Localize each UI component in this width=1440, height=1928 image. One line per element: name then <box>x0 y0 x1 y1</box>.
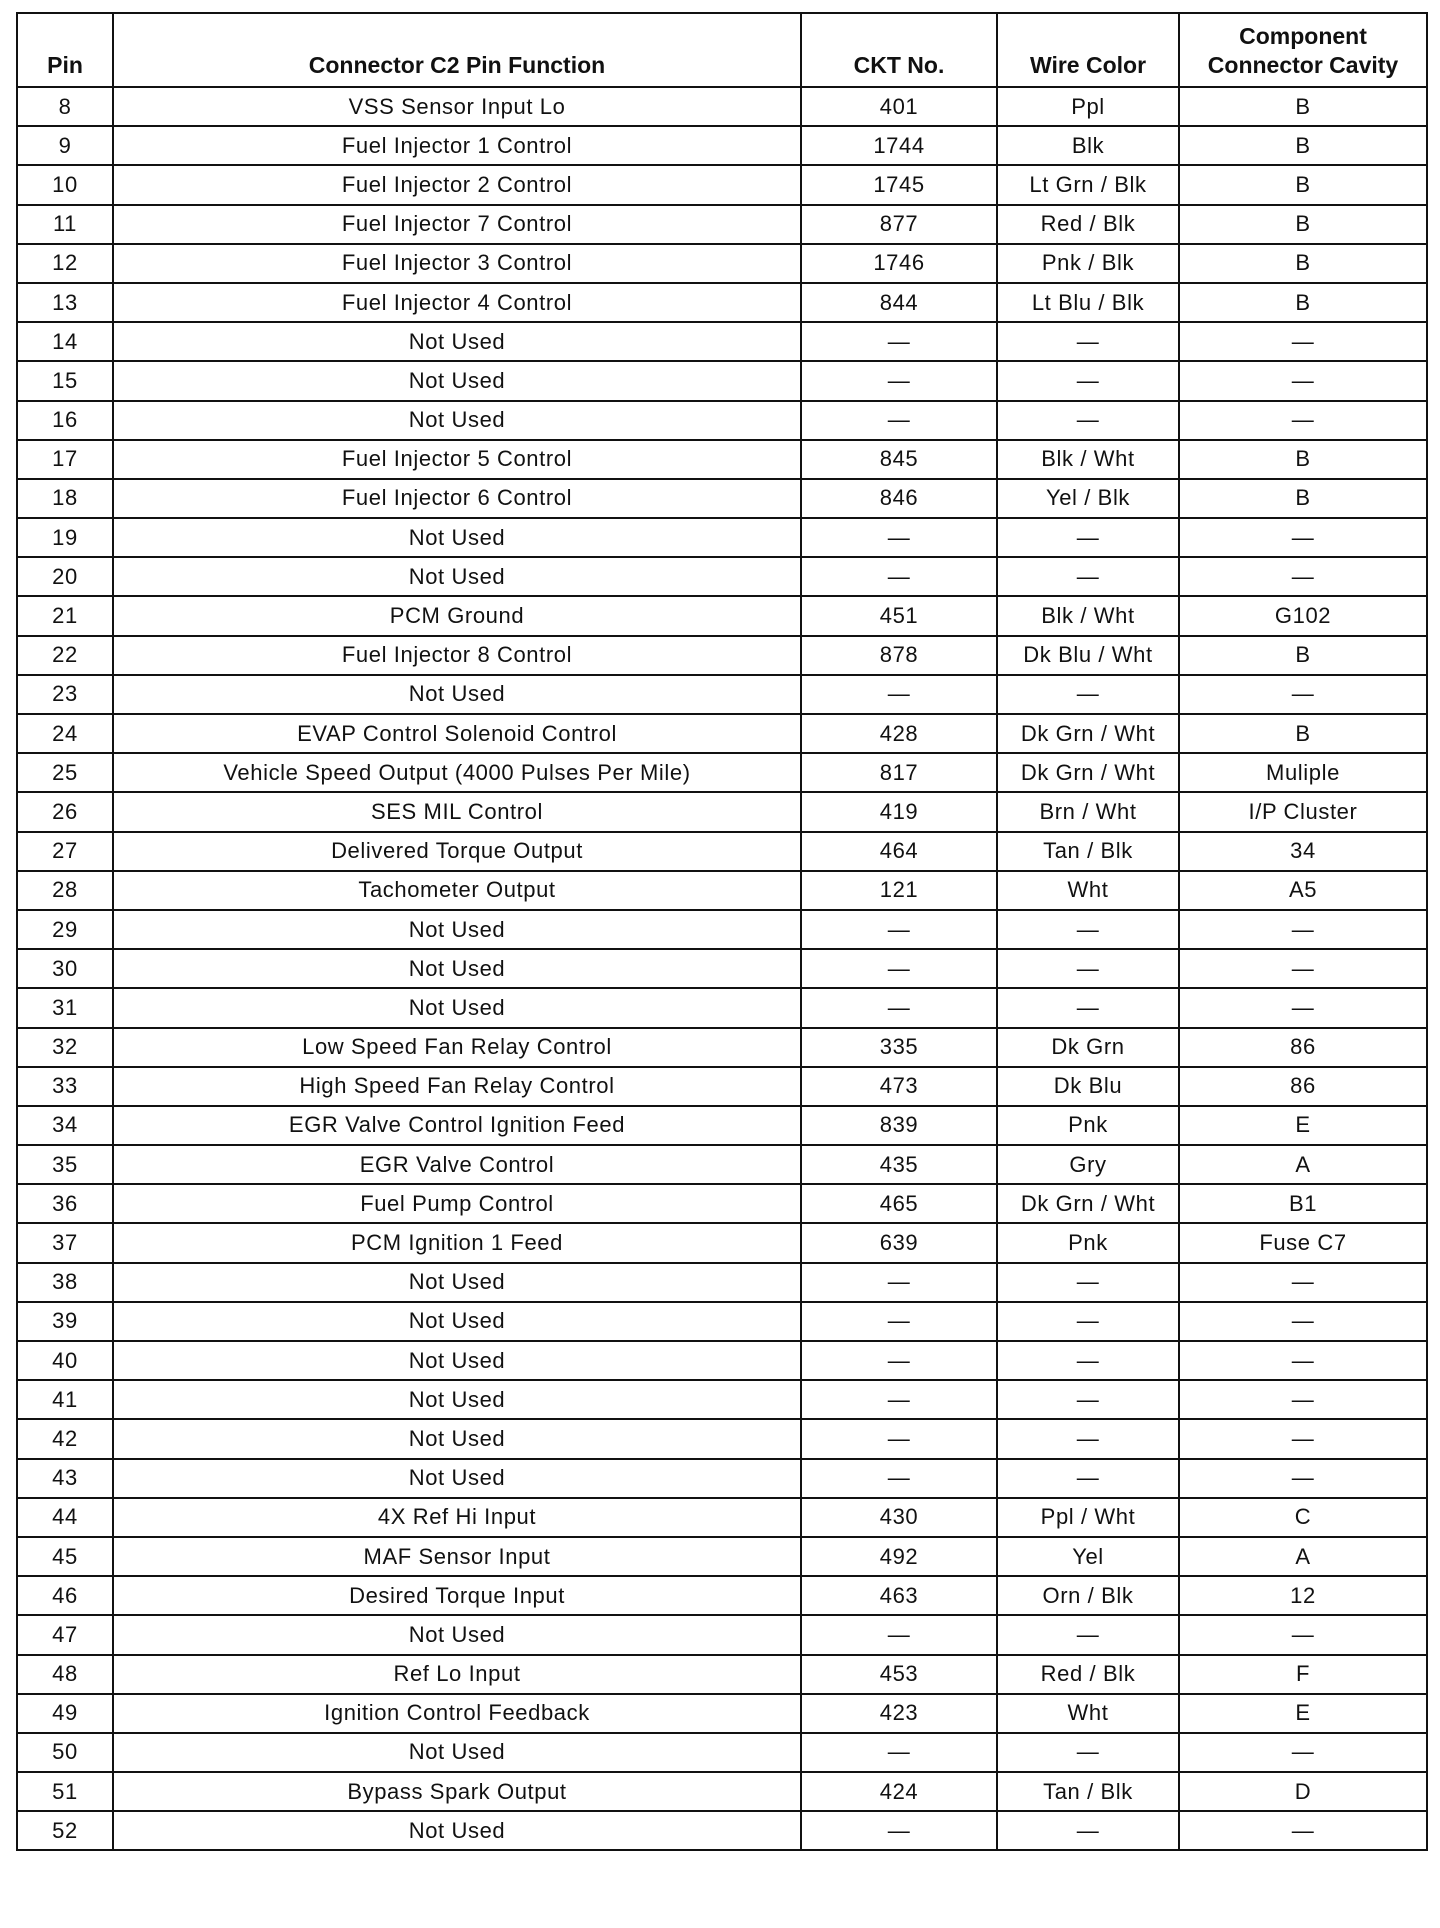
wire-color-cell: — <box>997 518 1179 557</box>
ckt-no-cell: 424 <box>801 1772 997 1811</box>
ckt-no-cell: — <box>801 1811 997 1850</box>
pin-function-cell: High Speed Fan Relay Control <box>113 1067 801 1106</box>
table-header-row <box>17 13 1427 87</box>
table-row <box>17 1341 1427 1380</box>
wire-color-cell: — <box>997 401 1179 440</box>
table-row <box>17 1537 1427 1576</box>
connector-cavity-cell: A <box>1179 1145 1427 1184</box>
header-pin-function: Connector C2 Pin Function <box>113 13 801 87</box>
wire-color-cell: Dk Blu <box>997 1067 1179 1106</box>
table-row <box>17 675 1427 714</box>
connector-cavity-cell: B <box>1179 126 1427 165</box>
ckt-no-cell: — <box>801 518 997 557</box>
wire-color-cell: Wht <box>997 871 1179 910</box>
ckt-no-cell: — <box>801 1419 997 1458</box>
wire-color-cell: Dk Grn / Wht <box>997 753 1179 792</box>
pin-function-cell: Not Used <box>113 1459 801 1498</box>
pin-function-cell: EGR Valve Control Ignition Feed <box>113 1106 801 1145</box>
ckt-no-cell: 435 <box>801 1145 997 1184</box>
connector-cavity-cell: — <box>1179 557 1427 596</box>
pin-cell: 49 <box>17 1694 113 1733</box>
ckt-no-cell: — <box>801 910 997 949</box>
pin-cell: 23 <box>17 675 113 714</box>
ckt-no-cell: 423 <box>801 1694 997 1733</box>
connector-cavity-cell: — <box>1179 675 1427 714</box>
pin-function-cell: Fuel Injector 1 Control <box>113 126 801 165</box>
wire-color-cell: Yel <box>997 1537 1179 1576</box>
ckt-no-cell: — <box>801 949 997 988</box>
wire-color-cell: Dk Grn / Wht <box>997 714 1179 753</box>
table-row <box>17 636 1427 675</box>
ckt-no-cell: 419 <box>801 792 997 831</box>
table-row <box>17 910 1427 949</box>
table-row <box>17 1223 1427 1262</box>
pin-cell: 34 <box>17 1106 113 1145</box>
wire-color-cell: — <box>997 949 1179 988</box>
pin-function-cell: Not Used <box>113 988 801 1027</box>
wire-color-cell: Red / Blk <box>997 205 1179 244</box>
wire-color-cell: — <box>997 1341 1179 1380</box>
ckt-no-cell: — <box>801 401 997 440</box>
pin-cell: 45 <box>17 1537 113 1576</box>
pin-function-cell: Not Used <box>113 1615 801 1654</box>
pin-cell: 16 <box>17 401 113 440</box>
connector-c2-table-container <box>16 12 1426 1851</box>
header-pin: Pin <box>17 13 113 87</box>
table-row <box>17 1380 1427 1419</box>
pin-function-cell: Low Speed Fan Relay Control <box>113 1028 801 1067</box>
table-row <box>17 1067 1427 1106</box>
table-row <box>17 1106 1427 1145</box>
pin-cell: 40 <box>17 1341 113 1380</box>
ckt-no-cell: — <box>801 557 997 596</box>
pin-cell: 22 <box>17 636 113 675</box>
pin-function-cell: MAF Sensor Input <box>113 1537 801 1576</box>
ckt-no-cell: — <box>801 1733 997 1772</box>
connector-cavity-cell: B <box>1179 244 1427 283</box>
wire-color-cell: Pnk <box>997 1223 1179 1262</box>
ckt-no-cell: — <box>801 1302 997 1341</box>
table-row <box>17 479 1427 518</box>
pin-function-cell: Not Used <box>113 1733 801 1772</box>
table-body <box>17 87 1427 1850</box>
pin-cell: 8 <box>17 87 113 126</box>
pin-cell: 41 <box>17 1380 113 1419</box>
pin-function-cell: Bypass Spark Output <box>113 1772 801 1811</box>
pin-function-cell: Not Used <box>113 910 801 949</box>
ckt-no-cell: 877 <box>801 205 997 244</box>
wire-color-cell: — <box>997 1733 1179 1772</box>
table-row <box>17 440 1427 479</box>
table-row <box>17 1184 1427 1223</box>
wire-color-cell: — <box>997 361 1179 400</box>
wire-color-cell: Dk Grn / Wht <box>997 1184 1179 1223</box>
connector-cavity-cell: B <box>1179 165 1427 204</box>
pin-cell: 38 <box>17 1263 113 1302</box>
connector-cavity-cell: — <box>1179 1380 1427 1419</box>
connector-cavity-cell: — <box>1179 1419 1427 1458</box>
pin-function-cell: Fuel Pump Control <box>113 1184 801 1223</box>
pin-cell: 32 <box>17 1028 113 1067</box>
table-row <box>17 1615 1427 1654</box>
table-row <box>17 87 1427 126</box>
table-row <box>17 596 1427 635</box>
pin-function-cell: Not Used <box>113 361 801 400</box>
pin-cell: 15 <box>17 361 113 400</box>
pin-function-cell: Not Used <box>113 675 801 714</box>
pin-cell: 44 <box>17 1498 113 1537</box>
table-row <box>17 1459 1427 1498</box>
header-component-connector-cavity: Component Connector Cavity <box>1179 13 1427 87</box>
table-row <box>17 205 1427 244</box>
connector-cavity-cell: G102 <box>1179 596 1427 635</box>
connector-cavity-cell: F <box>1179 1655 1427 1694</box>
wire-color-cell: Blk / Wht <box>997 596 1179 635</box>
pin-cell: 31 <box>17 988 113 1027</box>
pin-cell: 25 <box>17 753 113 792</box>
table-row <box>17 1655 1427 1694</box>
ckt-no-cell: 639 <box>801 1223 997 1262</box>
table-row <box>17 1733 1427 1772</box>
pin-function-cell: Fuel Injector 6 Control <box>113 479 801 518</box>
connector-cavity-cell: A5 <box>1179 871 1427 910</box>
wire-color-cell: Brn / Wht <box>997 792 1179 831</box>
connector-cavity-cell: — <box>1179 1263 1427 1302</box>
connector-cavity-cell: 34 <box>1179 832 1427 871</box>
pin-function-cell: Desired Torque Input <box>113 1576 801 1615</box>
pin-function-cell: Not Used <box>113 1263 801 1302</box>
connector-cavity-cell: Fuse C7 <box>1179 1223 1427 1262</box>
pin-cell: 50 <box>17 1733 113 1772</box>
table-row <box>17 832 1427 871</box>
ckt-no-cell: 1744 <box>801 126 997 165</box>
pin-cell: 10 <box>17 165 113 204</box>
ckt-no-cell: — <box>801 1263 997 1302</box>
table-row <box>17 753 1427 792</box>
pin-function-cell: Not Used <box>113 518 801 557</box>
wire-color-cell: — <box>997 1302 1179 1341</box>
table-row <box>17 165 1427 204</box>
connector-cavity-cell: Muliple <box>1179 753 1427 792</box>
connector-cavity-cell: — <box>1179 361 1427 400</box>
pin-cell: 47 <box>17 1615 113 1654</box>
ckt-no-cell: 121 <box>801 871 997 910</box>
pin-cell: 33 <box>17 1067 113 1106</box>
header-ckt-no: CKT No. <box>801 13 997 87</box>
wire-color-cell: Pnk <box>997 1106 1179 1145</box>
wire-color-cell: — <box>997 1811 1179 1850</box>
connector-cavity-cell: — <box>1179 910 1427 949</box>
ckt-no-cell: 878 <box>801 636 997 675</box>
wire-color-cell: Tan / Blk <box>997 832 1179 871</box>
ckt-no-cell: — <box>801 322 997 361</box>
table-row <box>17 557 1427 596</box>
pin-cell: 52 <box>17 1811 113 1850</box>
connector-cavity-cell: B <box>1179 636 1427 675</box>
wire-color-cell: — <box>997 675 1179 714</box>
connector-cavity-cell: B <box>1179 714 1427 753</box>
connector-cavity-cell: 86 <box>1179 1028 1427 1067</box>
table-row <box>17 322 1427 361</box>
pin-cell: 21 <box>17 596 113 635</box>
ckt-no-cell: 1745 <box>801 165 997 204</box>
wire-color-cell: — <box>997 1615 1179 1654</box>
table-row <box>17 1419 1427 1458</box>
ckt-no-cell: — <box>801 1615 997 1654</box>
connector-cavity-cell: — <box>1179 1733 1427 1772</box>
wire-color-cell: — <box>997 988 1179 1027</box>
pin-function-cell: EGR Valve Control <box>113 1145 801 1184</box>
pin-function-cell: 4X Ref Hi Input <box>113 1498 801 1537</box>
connector-cavity-cell: 86 <box>1179 1067 1427 1106</box>
wire-color-cell: — <box>997 910 1179 949</box>
pin-cell: 19 <box>17 518 113 557</box>
connector-cavity-cell: — <box>1179 401 1427 440</box>
pin-function-cell: Delivered Torque Output <box>113 832 801 871</box>
ckt-no-cell: 464 <box>801 832 997 871</box>
pin-function-cell: Fuel Injector 2 Control <box>113 165 801 204</box>
wire-color-cell: — <box>997 557 1179 596</box>
table-row <box>17 1028 1427 1067</box>
ckt-no-cell: 465 <box>801 1184 997 1223</box>
pin-function-cell: Ref Lo Input <box>113 1655 801 1694</box>
wire-color-cell: Blk <box>997 126 1179 165</box>
pin-function-cell: PCM Ignition 1 Feed <box>113 1223 801 1262</box>
wire-color-cell: — <box>997 1380 1179 1419</box>
pin-function-cell: Not Used <box>113 1811 801 1850</box>
wire-color-cell: — <box>997 322 1179 361</box>
connector-cavity-cell: — <box>1179 1615 1427 1654</box>
pin-function-cell: Tachometer Output <box>113 871 801 910</box>
wire-color-cell: Yel / Blk <box>997 479 1179 518</box>
table-row <box>17 1498 1427 1537</box>
connector-cavity-cell: E <box>1179 1694 1427 1733</box>
ckt-no-cell: 839 <box>801 1106 997 1145</box>
table-row <box>17 244 1427 283</box>
wire-color-cell: — <box>997 1263 1179 1302</box>
ckt-no-cell: — <box>801 361 997 400</box>
pin-cell: 39 <box>17 1302 113 1341</box>
table-row <box>17 871 1427 910</box>
table-row <box>17 1263 1427 1302</box>
table-row <box>17 988 1427 1027</box>
pin-function-cell: SES MIL Control <box>113 792 801 831</box>
connector-cavity-cell: B <box>1179 479 1427 518</box>
table-row <box>17 792 1427 831</box>
ckt-no-cell: — <box>801 675 997 714</box>
ckt-no-cell: — <box>801 1380 997 1419</box>
pin-cell: 46 <box>17 1576 113 1615</box>
pin-function-cell: Not Used <box>113 1302 801 1341</box>
pin-function-cell: Not Used <box>113 322 801 361</box>
ckt-no-cell: 1746 <box>801 244 997 283</box>
pin-cell: 29 <box>17 910 113 949</box>
pin-cell: 26 <box>17 792 113 831</box>
pin-cell: 20 <box>17 557 113 596</box>
wire-color-cell: Lt Grn / Blk <box>997 165 1179 204</box>
pin-cell: 28 <box>17 871 113 910</box>
ckt-no-cell: 846 <box>801 479 997 518</box>
pin-cell: 9 <box>17 126 113 165</box>
ckt-no-cell: 335 <box>801 1028 997 1067</box>
wire-color-cell: Blk / Wht <box>997 440 1179 479</box>
pin-cell: 48 <box>17 1655 113 1694</box>
connector-cavity-cell: — <box>1179 1302 1427 1341</box>
pin-function-cell: Not Used <box>113 557 801 596</box>
ckt-no-cell: 817 <box>801 753 997 792</box>
wire-color-cell: Red / Blk <box>997 1655 1179 1694</box>
connector-cavity-cell: — <box>1179 1459 1427 1498</box>
header-wire-color: Wire Color <box>997 13 1179 87</box>
pin-cell: 42 <box>17 1419 113 1458</box>
pin-function-cell: Fuel Injector 7 Control <box>113 205 801 244</box>
pin-function-cell: Vehicle Speed Output (4000 Pulses Per Mile) <box>113 753 801 792</box>
ckt-no-cell: 430 <box>801 1498 997 1537</box>
pin-cell: 51 <box>17 1772 113 1811</box>
ckt-no-cell: — <box>801 1341 997 1380</box>
pin-function-cell: Not Used <box>113 949 801 988</box>
pin-cell: 43 <box>17 1459 113 1498</box>
pin-cell: 27 <box>17 832 113 871</box>
ckt-no-cell: 401 <box>801 87 997 126</box>
ckt-no-cell: 844 <box>801 283 997 322</box>
connector-cavity-cell: 12 <box>1179 1576 1427 1615</box>
connector-c2-pin-table <box>16 12 1428 1851</box>
ckt-no-cell: 453 <box>801 1655 997 1694</box>
wire-color-cell: Gry <box>997 1145 1179 1184</box>
table-row <box>17 283 1427 322</box>
pin-cell: 37 <box>17 1223 113 1262</box>
pin-function-cell: Not Used <box>113 1341 801 1380</box>
pin-function-cell: VSS Sensor Input Lo <box>113 87 801 126</box>
wire-color-cell: — <box>997 1419 1179 1458</box>
pin-function-cell: PCM Ground <box>113 596 801 635</box>
pin-cell: 36 <box>17 1184 113 1223</box>
ckt-no-cell: 451 <box>801 596 997 635</box>
pin-function-cell: EVAP Control Solenoid Control <box>113 714 801 753</box>
wire-color-cell: Wht <box>997 1694 1179 1733</box>
table-row <box>17 1772 1427 1811</box>
connector-cavity-cell: E <box>1179 1106 1427 1145</box>
ckt-no-cell: 492 <box>801 1537 997 1576</box>
pin-cell: 18 <box>17 479 113 518</box>
table-row <box>17 126 1427 165</box>
connector-cavity-cell: I/P Cluster <box>1179 792 1427 831</box>
table-row <box>17 1694 1427 1733</box>
pin-cell: 14 <box>17 322 113 361</box>
pin-function-cell: Not Used <box>113 401 801 440</box>
table-row <box>17 401 1427 440</box>
pin-function-cell: Fuel Injector 8 Control <box>113 636 801 675</box>
wire-color-cell: Orn / Blk <box>997 1576 1179 1615</box>
connector-cavity-cell: A <box>1179 1537 1427 1576</box>
pin-cell: 11 <box>17 205 113 244</box>
pin-cell: 35 <box>17 1145 113 1184</box>
pin-cell: 13 <box>17 283 113 322</box>
pin-cell: 24 <box>17 714 113 753</box>
ckt-no-cell: — <box>801 988 997 1027</box>
wire-color-cell: Tan / Blk <box>997 1772 1179 1811</box>
connector-cavity-cell: B <box>1179 440 1427 479</box>
wire-color-cell: Ppl / Wht <box>997 1498 1179 1537</box>
wire-color-cell: Lt Blu / Blk <box>997 283 1179 322</box>
pin-cell: 30 <box>17 949 113 988</box>
connector-cavity-cell: — <box>1179 1341 1427 1380</box>
pin-function-cell: Not Used <box>113 1380 801 1419</box>
wire-color-cell: Dk Blu / Wht <box>997 636 1179 675</box>
connector-cavity-cell: B <box>1179 205 1427 244</box>
table-row <box>17 949 1427 988</box>
table-row <box>17 714 1427 753</box>
pin-cell: 17 <box>17 440 113 479</box>
table-row <box>17 361 1427 400</box>
table-row <box>17 1576 1427 1615</box>
pin-function-cell: Fuel Injector 4 Control <box>113 283 801 322</box>
ckt-no-cell: 428 <box>801 714 997 753</box>
wire-color-cell: Dk Grn <box>997 1028 1179 1067</box>
connector-cavity-cell: D <box>1179 1772 1427 1811</box>
table-row <box>17 518 1427 557</box>
connector-cavity-cell: B <box>1179 283 1427 322</box>
connector-cavity-cell: — <box>1179 322 1427 361</box>
ckt-no-cell: 463 <box>801 1576 997 1615</box>
connector-cavity-cell: — <box>1179 1811 1427 1850</box>
ckt-no-cell: 473 <box>801 1067 997 1106</box>
table-row <box>17 1811 1427 1850</box>
connector-cavity-cell: — <box>1179 988 1427 1027</box>
pin-cell: 12 <box>17 244 113 283</box>
wire-color-cell: Ppl <box>997 87 1179 126</box>
connector-cavity-cell: — <box>1179 949 1427 988</box>
wire-color-cell: — <box>997 1459 1179 1498</box>
wire-color-cell: Pnk / Blk <box>997 244 1179 283</box>
ckt-no-cell: — <box>801 1459 997 1498</box>
connector-cavity-cell: C <box>1179 1498 1427 1537</box>
table-row <box>17 1145 1427 1184</box>
pin-function-cell: Not Used <box>113 1419 801 1458</box>
connector-cavity-cell: B <box>1179 87 1427 126</box>
pin-function-cell: Ignition Control Feedback <box>113 1694 801 1733</box>
ckt-no-cell: 845 <box>801 440 997 479</box>
connector-cavity-cell: B1 <box>1179 1184 1427 1223</box>
pin-function-cell: Fuel Injector 5 Control <box>113 440 801 479</box>
table-row <box>17 1302 1427 1341</box>
pin-function-cell: Fuel Injector 3 Control <box>113 244 801 283</box>
connector-cavity-cell: — <box>1179 518 1427 557</box>
